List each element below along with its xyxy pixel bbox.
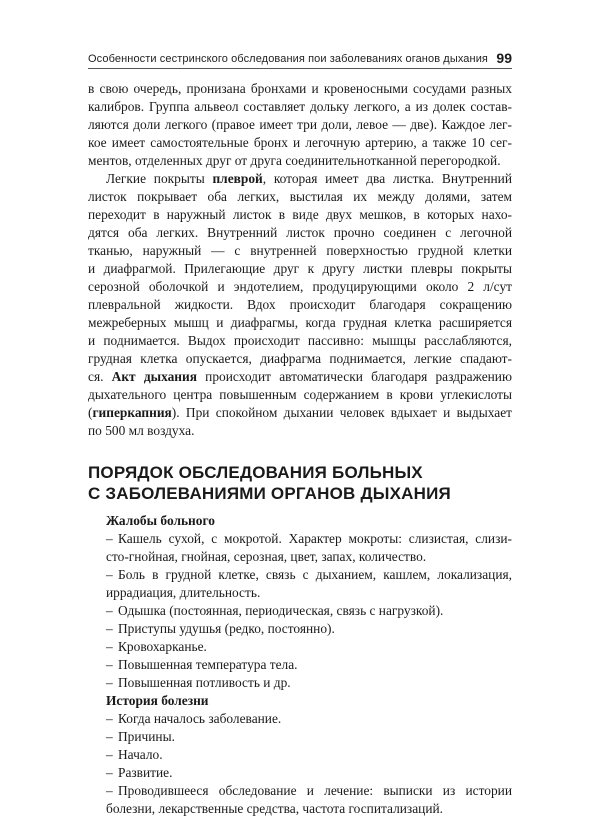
text-line: ментов, отделенных друг от друга соединительнотканной перегородкой. bbox=[88, 153, 501, 168]
text-line: калибров. Группа альвеол составляет дольку легкого, а из долек состав- bbox=[88, 99, 512, 114]
paragraph-pleura bbox=[88, 170, 512, 440]
text-line: тканью, наружный — с внутренней поверхностью грудной клетки bbox=[88, 243, 512, 258]
list-item bbox=[88, 602, 512, 620]
list-item bbox=[88, 764, 512, 782]
text-line: по 500 мл воздуха. bbox=[88, 423, 195, 438]
list-item-text: Боль в грудной клетке, связь с дыханием, кашлем, локализация, bbox=[118, 567, 512, 582]
list-item-text: болезни, лекарственные средства, частота госпитализаций. bbox=[106, 801, 443, 816]
history-list bbox=[88, 710, 512, 818]
list-item-text: Одышка (постоянная, периодическая, связь с нагрузкой). bbox=[118, 603, 444, 618]
section-heading bbox=[88, 462, 512, 504]
term-hypercapnia: гиперкапния bbox=[92, 405, 172, 420]
list-item-text: Кашель сухой, с мокротой. Характер мокроты: слизистая, слизи- bbox=[118, 531, 512, 546]
text-line: дыхательного центра повышенным содержанием в крови углекислоты bbox=[88, 387, 512, 402]
list-item bbox=[88, 566, 512, 602]
subheading-complaints: Жалобы больного bbox=[106, 513, 215, 528]
list-item bbox=[88, 710, 512, 728]
text-line: в свою очередь, пронизана бронхами и кровеносными сосудами разных bbox=[88, 81, 512, 96]
list-item bbox=[88, 674, 512, 692]
list-dash: – bbox=[106, 621, 113, 636]
list-dash: – bbox=[106, 783, 113, 798]
text-line: и поднимается. Выдох происходит пассивно: мышцы расслабляются, bbox=[88, 333, 512, 348]
page-content bbox=[88, 80, 512, 818]
text-line: листок покрывает оба легких, выстилая их между долями, затем bbox=[88, 189, 512, 204]
page-number: 99 bbox=[496, 50, 512, 66]
list-item-text: Развитие. bbox=[118, 765, 173, 780]
list-item-text: Приступы удушья (редко, постоянно). bbox=[118, 621, 335, 636]
list-dash: – bbox=[106, 729, 113, 744]
text-line: Легкие покрыты плеврой, которая имеет два листка. Внутренний bbox=[106, 171, 512, 186]
list-dash: – bbox=[106, 657, 113, 672]
text-line: ляются доли легкого (правое имеет три доли, левое — две). Каждое лег- bbox=[88, 117, 512, 132]
paragraph-lung-structure bbox=[88, 80, 512, 170]
text-line: дятся оба легких. Внутренний листок прочно соединен с легочной bbox=[88, 225, 512, 240]
list-dash: – bbox=[106, 675, 113, 690]
list-dash: – bbox=[106, 711, 113, 726]
list-dash: – bbox=[106, 603, 113, 618]
list-dash: – bbox=[106, 765, 113, 780]
text-line: грудная клетка опускается, диафрагма поднимается, легкие спадают- bbox=[88, 351, 512, 366]
list-item bbox=[88, 620, 512, 638]
list-item bbox=[88, 638, 512, 656]
list-item bbox=[88, 656, 512, 674]
running-head-title: Особенности сестринского обследования пои заболеваниях оганов дыхания bbox=[88, 53, 488, 65]
list-item bbox=[88, 782, 512, 818]
list-item-text: сто-гнойная, гнойная, серозная, цвет, запах, количество. bbox=[106, 549, 427, 564]
list-item bbox=[88, 530, 512, 566]
complaints-list bbox=[88, 530, 512, 692]
section-heading-line: С ЗАБОЛЕВАНИЯМИ ОРГАНОВ ДЫХАНИЯ bbox=[88, 484, 451, 503]
list-dash: – bbox=[106, 567, 113, 582]
list-item-text: Повышенная температура тела. bbox=[118, 657, 298, 672]
list-item-text: Повышенная потливость и др. bbox=[118, 675, 291, 690]
list-item bbox=[88, 746, 512, 764]
list-dash: – bbox=[106, 747, 113, 762]
term-breathing-act: Акт дыхания bbox=[111, 369, 197, 384]
list-item-text: Причины. bbox=[118, 729, 175, 744]
list-item-text: Начало. bbox=[118, 747, 163, 762]
list-dash: – bbox=[106, 639, 113, 654]
text-line: (гиперкапния). При спокойном дыхании человек вдыхает и выдыхает bbox=[88, 405, 512, 420]
list-item bbox=[88, 728, 512, 746]
text-line: переходит в наружный листок в виде двух мешков, в которых нахо- bbox=[88, 207, 512, 222]
text-line: межреберных мышц и диафрагмы, когда грудная клетка расширяется bbox=[88, 315, 512, 330]
term-pleura: плеврой bbox=[212, 171, 263, 186]
list-item-text: Проводившееся обследование и лечение: выписки из истории bbox=[118, 783, 512, 798]
section-heading-line: ПОРЯДОК ОБСЛЕДОВАНИЯ БОЛЬНЫХ bbox=[88, 463, 423, 482]
list-dash: – bbox=[106, 531, 113, 546]
subheading-history: История болезни bbox=[106, 693, 209, 708]
text-line: и диафрагмой. Прилегающие друг к другу листки плевры покрыты bbox=[88, 261, 512, 276]
running-head bbox=[88, 46, 512, 69]
text-line: ся. Акт дыхания происходит автоматически благодаря раздражению bbox=[88, 369, 512, 384]
text-line: плевральной жидкости. Вдох происходит благодаря сокращению bbox=[88, 297, 512, 312]
text-line: кое имеет самостоятельные бронх и легочную артерию, а также 10 сег- bbox=[88, 135, 512, 150]
list-item-text: иррадиация, длительность. bbox=[106, 585, 261, 600]
list-item-text: Кровохарканье. bbox=[118, 639, 207, 654]
text-line: серозной оболочкой и эндотелием, продуцирующими около 2 л/сут bbox=[88, 279, 512, 294]
list-item-text: Когда началось заболевание. bbox=[118, 711, 282, 726]
